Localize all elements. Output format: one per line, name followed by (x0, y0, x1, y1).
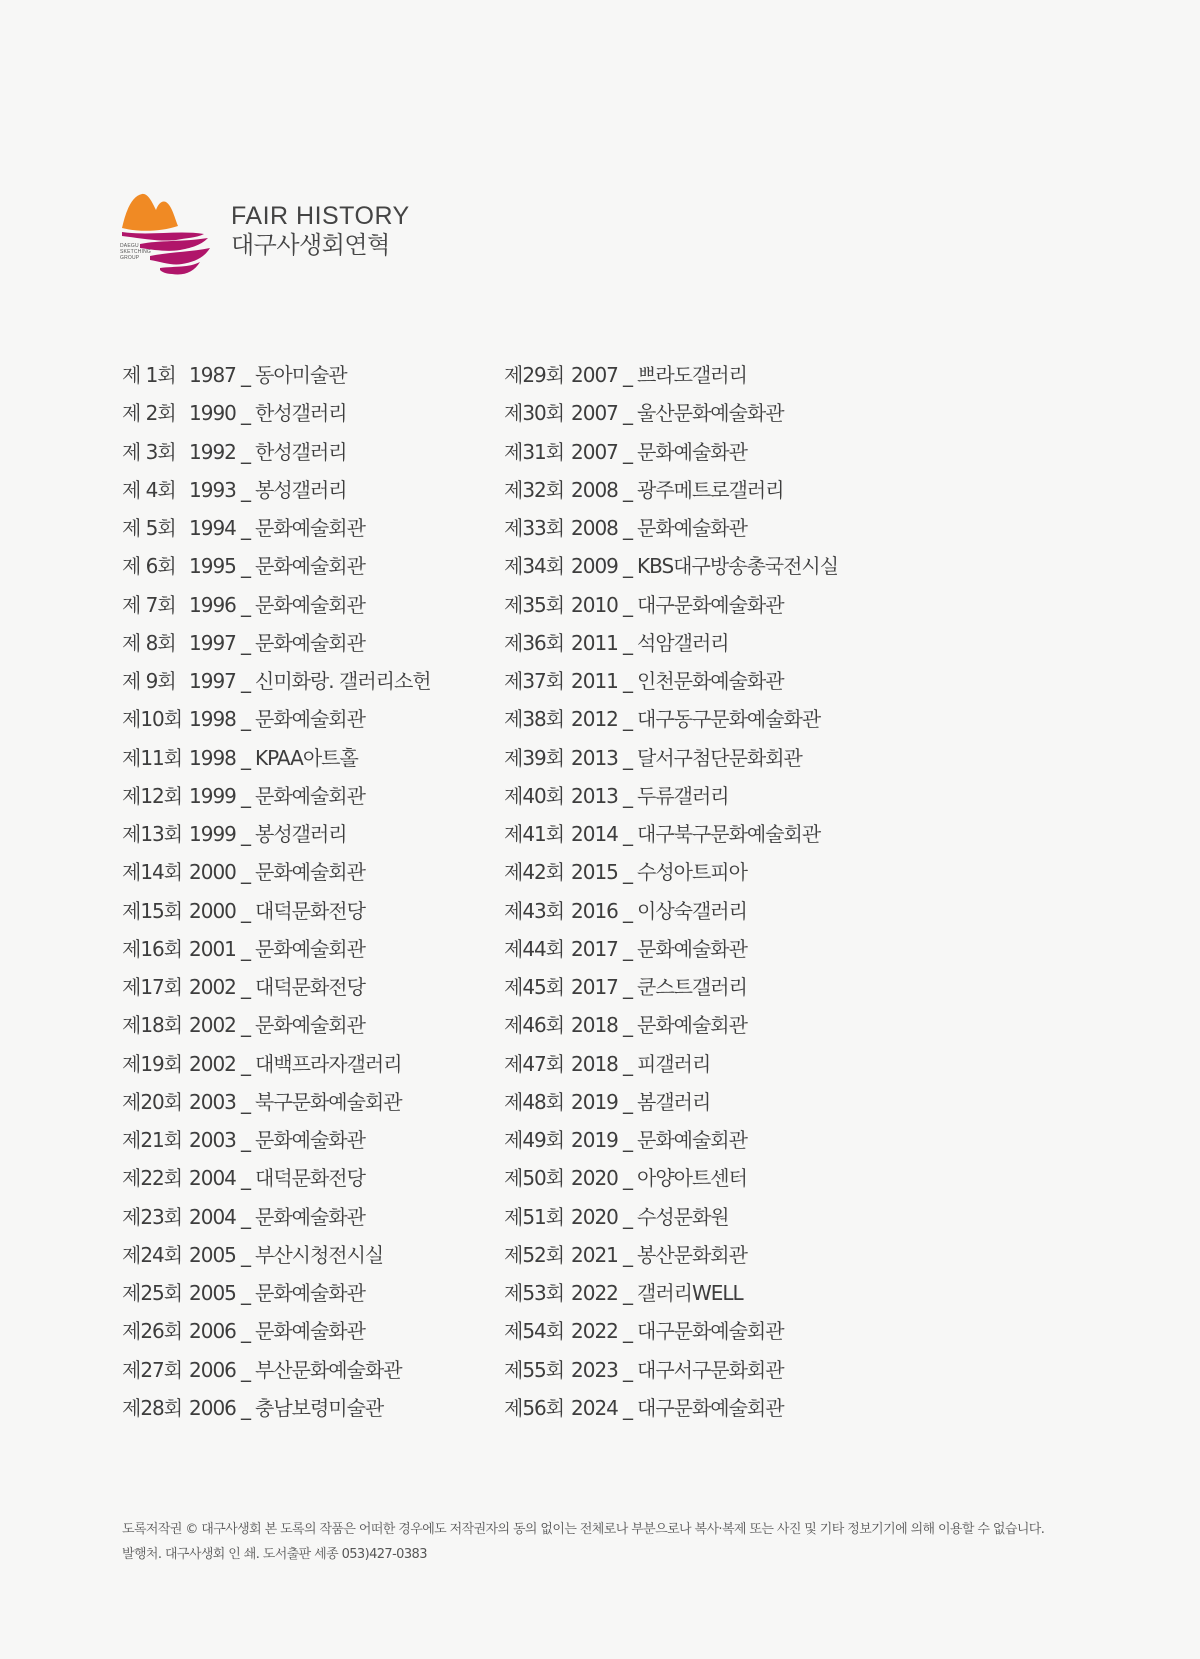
separator: _ (623, 363, 632, 387)
history-row (122, 1159, 431, 1197)
exhibition-venue: 문화예술화관 (255, 1319, 365, 1344)
exhibition-venue: 대구서구문화회관 (637, 1357, 784, 1382)
exhibition-number: 제 3회 (122, 439, 176, 464)
exhibition-year: 1994 (189, 516, 236, 540)
exhibition-number: 제52회 (504, 1242, 565, 1267)
exhibition-year: 1998 (189, 745, 236, 770)
separator: _ (241, 669, 250, 693)
history-row (122, 1045, 431, 1083)
exhibition-number: 제55회 (504, 1357, 565, 1382)
history-row (122, 777, 431, 815)
separator: _ (241, 363, 250, 387)
history-list-right (504, 356, 838, 1427)
history-row (504, 1006, 838, 1044)
exhibition-venue: 대덕문화전당 (255, 898, 365, 923)
exhibition-venue: 석암갤러리 (637, 630, 729, 655)
exhibition-venue: 봄갤러리 (637, 1089, 711, 1114)
history-row (504, 394, 838, 432)
exhibition-year: 2010 (571, 592, 618, 617)
exhibition-number: 제53회 (504, 1281, 565, 1305)
history-row (122, 509, 431, 547)
separator: _ (623, 1242, 632, 1267)
exhibition-year: 2022 (571, 1281, 618, 1305)
exhibition-venue: 문화예술화관 (255, 1281, 365, 1305)
separator: _ (623, 439, 632, 464)
exhibition-venue: 한성갤러리 (255, 401, 347, 426)
exhibition-venue: 광주메트로갤러리 (637, 477, 784, 502)
exhibition-venue: 두류갤러리 (637, 783, 729, 808)
exhibition-number: 제37회 (504, 669, 565, 693)
history-row (504, 1274, 838, 1312)
exhibition-year: 2017 (571, 936, 618, 961)
exhibition-number: 제33회 (504, 516, 565, 540)
separator: _ (241, 439, 250, 464)
history-row (504, 547, 838, 585)
history-row (504, 739, 838, 777)
exhibition-venue: 문화예술회관 (255, 783, 365, 808)
history-row (122, 1274, 431, 1312)
exhibition-year: 2004 (189, 1204, 236, 1229)
exhibition-year: 2012 (571, 707, 618, 732)
separator: _ (623, 898, 632, 923)
exhibition-number: 제12회 (122, 783, 183, 808)
exhibition-number: 제13회 (122, 822, 183, 846)
separator: _ (241, 592, 250, 617)
exhibition-number: 제25회 (122, 1281, 183, 1305)
history-row (504, 509, 838, 547)
history-row (122, 1389, 431, 1427)
separator: _ (623, 1013, 632, 1038)
exhibition-year: 1999 (189, 822, 236, 846)
separator: _ (241, 401, 250, 426)
exhibition-number: 제20회 (122, 1089, 183, 1114)
exhibition-year: 1996 (189, 592, 236, 617)
separator: _ (623, 707, 632, 732)
separator: _ (241, 1357, 250, 1382)
exhibition-venue: 문화예술회관 (255, 936, 365, 961)
history-row (122, 739, 431, 777)
exhibition-venue: 문화예술회관 (255, 592, 365, 617)
exhibition-year: 2006 (189, 1357, 236, 1382)
title-korean: 대구사생회연혁 (231, 231, 390, 259)
header (120, 190, 520, 290)
history-row (504, 1312, 838, 1350)
exhibition-number: 제54회 (504, 1319, 565, 1344)
exhibition-number: 제10회 (122, 707, 183, 732)
exhibition-venue: 수성문화원 (637, 1204, 729, 1229)
history-row (122, 1351, 431, 1389)
exhibition-year: 2011 (571, 630, 618, 655)
exhibition-venue: 인천문화예술화관 (637, 669, 784, 693)
separator: _ (241, 707, 250, 732)
exhibition-number: 제40회 (504, 783, 565, 808)
exhibition-year: 2006 (189, 1319, 236, 1344)
exhibition-venue: 문화예술회관 (637, 1013, 747, 1038)
exhibition-venue: 울산문화예술화관 (637, 401, 784, 426)
separator: _ (623, 1089, 632, 1114)
exhibition-year: 2019 (571, 1089, 618, 1114)
exhibition-number: 제 9회 (122, 669, 176, 693)
exhibition-year: 2000 (189, 898, 236, 923)
separator: _ (241, 1089, 250, 1114)
history-row (504, 586, 838, 624)
separator: _ (623, 630, 632, 655)
exhibition-venue: 대덕문화전당 (255, 975, 365, 999)
exhibition-venue: 대구문화예술회관 (637, 1319, 784, 1344)
separator: _ (241, 1051, 250, 1076)
exhibition-number: 제44회 (504, 936, 565, 961)
exhibition-year: 2003 (189, 1089, 236, 1114)
history-row (504, 968, 838, 1006)
exhibition-number: 제21회 (122, 1128, 183, 1152)
exhibition-year: 1998 (189, 707, 236, 732)
exhibition-venue: 대덕문화전당 (255, 1166, 365, 1191)
history-row (504, 777, 838, 815)
exhibition-year: 2008 (571, 477, 618, 502)
exhibition-number: 제32회 (504, 477, 565, 502)
exhibition-venue: 신미화랑. 갤러리소헌 (255, 669, 431, 693)
exhibition-number: 제 8회 (122, 630, 176, 655)
exhibition-year: 2024 (571, 1395, 618, 1420)
exhibition-year: 2011 (571, 669, 618, 693)
separator: _ (623, 1166, 632, 1191)
history-row (504, 1121, 838, 1159)
exhibition-number: 제22회 (122, 1166, 183, 1191)
exhibition-venue: 문화예술화관 (255, 1128, 365, 1152)
history-row (504, 433, 838, 471)
separator: _ (241, 745, 250, 770)
exhibition-year: 2022 (571, 1319, 618, 1344)
exhibition-number: 제16회 (122, 936, 183, 961)
exhibition-venue: KPAA아트홀 (255, 745, 358, 770)
history-row (122, 1312, 431, 1350)
exhibition-year: 2020 (571, 1204, 618, 1229)
exhibition-venue: 봉성갤러리 (255, 822, 347, 846)
history-row (122, 853, 431, 891)
publisher-info: 발행처. 대구사생회 인 쇄. 도서출판 세종 053)427-0383 (122, 1547, 427, 1562)
exhibition-venue: 부산시청전시실 (255, 1242, 384, 1267)
exhibition-number: 제19회 (122, 1051, 183, 1076)
separator: _ (241, 1013, 250, 1038)
exhibition-venue: 문화예술회관 (255, 554, 365, 579)
exhibition-number: 제46회 (504, 1013, 565, 1038)
exhibition-year: 2019 (571, 1128, 618, 1152)
separator: _ (623, 401, 632, 426)
exhibition-venue: 봉성갤러리 (255, 477, 347, 502)
exhibition-number: 제11회 (122, 745, 183, 770)
history-row (504, 471, 838, 509)
history-row (122, 1198, 431, 1236)
separator: _ (241, 1281, 250, 1305)
exhibition-year: 2015 (571, 860, 618, 885)
history-row (122, 356, 431, 394)
exhibition-number: 제18회 (122, 1013, 183, 1038)
exhibition-number: 제36회 (504, 630, 565, 655)
separator: _ (623, 1395, 632, 1420)
exhibition-year: 2005 (189, 1242, 236, 1267)
exhibition-venue: 갤러리WELL (637, 1281, 743, 1305)
footer (122, 1517, 1044, 1567)
exhibition-year: 2005 (189, 1281, 236, 1305)
exhibition-venue: 수성아트피아 (637, 860, 747, 885)
separator: _ (623, 822, 632, 846)
separator: _ (623, 669, 632, 693)
separator: _ (623, 745, 632, 770)
separator: _ (623, 554, 632, 579)
exhibition-number: 제 2회 (122, 401, 176, 426)
separator: _ (241, 783, 250, 808)
exhibition-number: 제29회 (504, 363, 565, 387)
logo-text (120, 243, 151, 261)
history-row (122, 662, 431, 700)
logo-line: SKETCHING (120, 249, 151, 255)
exhibition-number: 제 1회 (122, 363, 176, 387)
exhibition-year: 2023 (571, 1357, 618, 1382)
exhibition-year: 2001 (189, 936, 236, 961)
exhibition-year: 2009 (571, 554, 618, 579)
exhibition-year: 2000 (189, 860, 236, 885)
exhibition-venue: 이상숙갤러리 (637, 898, 747, 923)
exhibition-venue: 문화예술화관 (637, 439, 747, 464)
exhibition-venue: 문화예술화관 (637, 936, 747, 961)
history-row (122, 586, 431, 624)
exhibition-year: 2003 (189, 1128, 236, 1152)
exhibition-year: 1990 (189, 401, 236, 426)
exhibition-number: 제 4회 (122, 477, 176, 502)
exhibition-number: 제41회 (504, 822, 565, 846)
history-row (504, 1198, 838, 1236)
exhibition-year: 2020 (571, 1166, 618, 1191)
separator: _ (623, 516, 632, 540)
exhibition-number: 제26회 (122, 1319, 183, 1344)
history-row (504, 853, 838, 891)
exhibition-venue: KBS대구방송총국전시실 (637, 554, 839, 579)
history-row (122, 471, 431, 509)
exhibition-venue: 동아미술관 (255, 363, 347, 387)
exhibition-number: 제43회 (504, 898, 565, 923)
separator: _ (241, 860, 250, 885)
exhibition-venue: 문화예술회관 (255, 860, 365, 885)
exhibition-venue: 봉산문화회관 (637, 1242, 747, 1267)
exhibition-year: 1987 (189, 363, 236, 387)
exhibition-number: 제39회 (504, 745, 565, 770)
title-english: FAIR HISTORY (231, 202, 410, 230)
history-row (504, 930, 838, 968)
separator: _ (623, 936, 632, 961)
logo-line: DAEGU (120, 243, 139, 249)
exhibition-number: 제34회 (504, 554, 565, 579)
exhibition-venue: 아양아트센터 (637, 1166, 747, 1191)
exhibition-number: 제27회 (122, 1357, 183, 1382)
exhibition-year: 2006 (189, 1395, 236, 1420)
exhibition-number: 제47회 (504, 1051, 565, 1076)
history-row (504, 892, 838, 930)
exhibition-number: 제56회 (504, 1395, 565, 1420)
exhibition-year: 1992 (189, 439, 236, 464)
exhibition-year: 2002 (189, 1051, 236, 1076)
exhibition-year: 2002 (189, 975, 236, 999)
separator: _ (241, 1166, 250, 1191)
exhibition-number: 제50회 (504, 1166, 565, 1191)
exhibition-number: 제42회 (504, 860, 565, 885)
separator: _ (241, 1128, 250, 1152)
separator: _ (241, 936, 250, 961)
exhibition-venue: 대백프라자갤러리 (255, 1051, 402, 1076)
exhibition-number: 제15회 (122, 898, 183, 923)
history-row (504, 1389, 838, 1427)
exhibition-year: 1999 (189, 783, 236, 808)
exhibition-number: 제51회 (504, 1204, 565, 1229)
exhibition-year: 2008 (571, 516, 618, 540)
exhibition-venue: 문화예술화관 (255, 1204, 365, 1229)
exhibition-year: 2013 (571, 783, 618, 808)
separator: _ (241, 1242, 250, 1267)
exhibition-venue: 문화예술회관 (255, 630, 365, 655)
separator: _ (241, 1204, 250, 1229)
exhibition-year: 2007 (571, 363, 618, 387)
history-row (122, 1006, 431, 1044)
separator: _ (241, 477, 250, 502)
history-row (122, 892, 431, 930)
exhibition-year: 1997 (189, 669, 236, 693)
separator: _ (623, 592, 632, 617)
separator: _ (623, 975, 632, 999)
exhibition-number: 제49회 (504, 1128, 565, 1152)
exhibition-venue: 문화예술화관 (637, 516, 747, 540)
exhibition-venue: 대구문화예술회관 (637, 1395, 784, 1420)
history-row (122, 433, 431, 471)
exhibition-year: 2014 (571, 822, 618, 846)
logo-line: GROUP (120, 255, 140, 261)
exhibition-venue: 대구문화예술화관 (637, 592, 784, 617)
exhibition-year: 1997 (189, 630, 236, 655)
exhibition-venue: 쁘라도갤러리 (637, 363, 747, 387)
separator: _ (623, 1357, 632, 1382)
history-row (504, 1351, 838, 1389)
exhibition-venue: 충남보령미술관 (255, 1395, 384, 1420)
exhibition-number: 제48회 (504, 1089, 565, 1114)
exhibition-year: 2002 (189, 1013, 236, 1038)
separator: _ (241, 898, 250, 923)
history-row (504, 700, 838, 738)
history-row (122, 930, 431, 968)
history-row (122, 547, 431, 585)
exhibition-year: 2007 (571, 401, 618, 426)
history-row (122, 1083, 431, 1121)
exhibition-number: 제24회 (122, 1242, 183, 1267)
separator: _ (623, 1281, 632, 1305)
exhibition-venue: 피갤러리 (637, 1051, 711, 1076)
history-row (504, 1045, 838, 1083)
history-row (122, 1236, 431, 1274)
exhibition-venue: 북구문화예술회관 (255, 1089, 402, 1114)
header-titles (231, 202, 410, 260)
history-row (122, 624, 431, 662)
exhibition-venue: 문화예술회관 (255, 1013, 365, 1038)
separator: _ (623, 1319, 632, 1344)
exhibition-number: 제45회 (504, 975, 565, 999)
history-row (504, 1083, 838, 1121)
exhibition-number: 제14회 (122, 860, 183, 885)
separator: _ (241, 1319, 250, 1344)
exhibition-number: 제35회 (504, 592, 565, 617)
separator: _ (623, 860, 632, 885)
exhibition-year: 2007 (571, 439, 618, 464)
exhibition-venue: 문화예술회관 (255, 707, 365, 732)
exhibition-year: 1995 (189, 554, 236, 579)
exhibition-number: 제 7회 (122, 592, 176, 617)
separator: _ (241, 1395, 250, 1420)
history-row (504, 1236, 838, 1274)
exhibition-year: 2021 (571, 1242, 618, 1267)
exhibition-number: 제 5회 (122, 516, 176, 540)
separator: _ (623, 477, 632, 502)
history-row (122, 815, 431, 853)
exhibition-venue: 대구북구문화예술회관 (637, 822, 821, 846)
separator: _ (241, 822, 250, 846)
separator: _ (623, 783, 632, 808)
exhibition-year: 2018 (571, 1051, 618, 1076)
history-row (504, 1159, 838, 1197)
history-row (504, 624, 838, 662)
copyright-notice: 도록저작권 © 대구사생회 본 도록의 작품은 어떠한 경우에도 저작권자의 동의 없이는 전체로나 부분으로나 복사·복제 또는 사진 및 기타 정보기기에 의해 이용할 수 없습니다. (122, 1522, 1045, 1537)
exhibition-year: 2017 (571, 975, 618, 999)
history-row (504, 356, 838, 394)
separator: _ (241, 554, 250, 579)
separator: _ (623, 1204, 632, 1229)
exhibition-number: 제31회 (504, 439, 565, 464)
exhibition-venue: 쿤스트갤러리 (637, 975, 747, 999)
separator: _ (241, 975, 250, 999)
exhibition-year: 2004 (189, 1166, 236, 1191)
exhibition-number: 제38회 (504, 707, 565, 732)
exhibition-number: 제23회 (122, 1204, 183, 1229)
history-row (122, 394, 431, 432)
exhibition-venue: 문화예술회관 (637, 1128, 747, 1152)
separator: _ (241, 516, 250, 540)
daegu-sketching-group-logo (120, 190, 220, 280)
history-row (504, 662, 838, 700)
exhibition-venue: 대구동구문화예술화관 (637, 707, 821, 732)
history-row (122, 968, 431, 1006)
exhibition-venue: 달서구첨단문화회관 (637, 745, 802, 770)
exhibition-year: 1993 (189, 477, 236, 502)
exhibition-venue: 부산문화예술화관 (255, 1357, 402, 1382)
exhibition-number: 제 6회 (122, 554, 176, 579)
exhibition-number: 제28회 (122, 1395, 183, 1420)
exhibition-venue: 문화예술회관 (255, 516, 365, 540)
history-row (122, 700, 431, 738)
history-list-left (122, 356, 431, 1427)
exhibition-year: 2016 (571, 898, 618, 923)
exhibition-year: 2013 (571, 745, 618, 770)
exhibition-venue: 한성갤러리 (255, 439, 347, 464)
separator: _ (623, 1128, 632, 1152)
separator: _ (241, 630, 250, 655)
exhibition-number: 제30회 (504, 401, 565, 426)
separator: _ (623, 1051, 632, 1076)
exhibition-year: 2018 (571, 1013, 618, 1038)
history-row (122, 1121, 431, 1159)
history-row (504, 815, 838, 853)
exhibition-number: 제17회 (122, 975, 183, 999)
